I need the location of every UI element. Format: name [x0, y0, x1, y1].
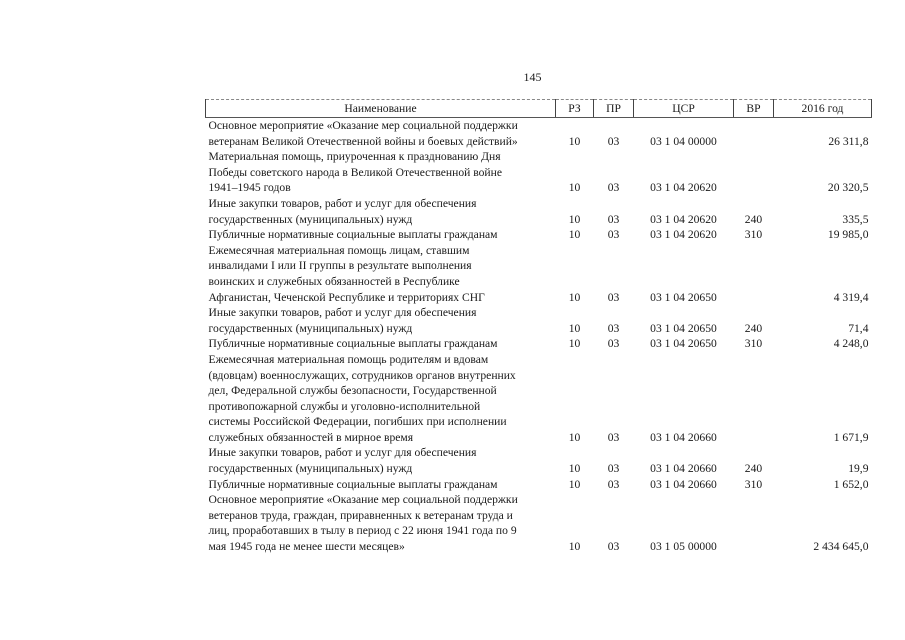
row-pr: 03 [607, 181, 620, 195]
row-pr: 03 [607, 430, 620, 444]
row-pr: 03 [607, 462, 620, 476]
row-vr [734, 149, 774, 196]
row-vr: 310 [744, 228, 763, 242]
row-amount: 1 671,9 [833, 430, 869, 444]
row-pr: 03 [607, 337, 620, 351]
row-csr: 03 1 04 20660 [650, 462, 717, 476]
row-name [206, 149, 556, 196]
row-name-line: системы Российской Федерации, погибших при исполнении [208, 415, 507, 429]
row-name-line: Иные закупки товаров, работ и услуг для обеспечения [208, 306, 477, 320]
row-amount: 26 311,8 [828, 134, 869, 148]
table-header [206, 100, 872, 118]
row-name [206, 352, 556, 446]
row-name-line: Материальная помощь, приуроченная к празднованию Дня [208, 150, 501, 164]
row-vr [734, 352, 774, 446]
row-name-line: государственных (муниципальных) нужд [208, 462, 413, 476]
row-pr: 03 [607, 540, 620, 554]
row-pr: 03 [607, 321, 620, 335]
row-amount: 335,5 [842, 212, 869, 226]
row-vr [734, 243, 774, 305]
header-csr: ЦСР [634, 100, 734, 118]
row-csr: 03 1 04 20650 [650, 321, 717, 335]
row-name [206, 336, 556, 352]
row-csr: 03 1 04 20660 [650, 477, 717, 491]
row-vr: 310 [744, 477, 763, 491]
row-rz: 10 [568, 540, 581, 554]
row-vr: 310 [744, 337, 763, 351]
row-amount: 71,4 [848, 321, 869, 335]
table-row [206, 243, 872, 305]
row-rz: 10 [568, 462, 581, 476]
row-vr [734, 492, 774, 554]
row-rz: 10 [568, 337, 581, 351]
row-csr: 03 1 04 00000 [650, 134, 717, 148]
row-csr: 03 1 04 20650 [650, 337, 717, 351]
row-name [206, 477, 556, 493]
row-name [206, 196, 556, 227]
page-number: 145 [523, 70, 542, 84]
row-amount: 2 434 645,0 [813, 540, 869, 554]
header-name: Наименование [206, 100, 556, 118]
row-name-line: Публичные нормативные социальные выплаты гражданам [208, 477, 498, 491]
row-rz: 10 [568, 477, 581, 491]
table-row [206, 352, 872, 446]
row-name-line: государственных (муниципальных) нужд [208, 321, 413, 335]
row-rz: 10 [568, 430, 581, 444]
header-rz: РЗ [556, 100, 594, 118]
table-row [206, 336, 872, 352]
row-csr: 03 1 04 20660 [650, 430, 717, 444]
table-row [206, 227, 872, 243]
row-csr: 03 1 04 20620 [650, 212, 717, 226]
row-name-line: (вдовцам) военнослужащих, сотрудников органов внутренних [208, 368, 516, 382]
row-vr: 240 [744, 212, 763, 226]
table-row [206, 445, 872, 476]
header-amount: 2016 год [774, 100, 872, 118]
row-name-line: служебных обязанностей в мирное время [208, 430, 414, 444]
row-name-line: мая 1945 года не менее шести месяцев» [208, 540, 405, 554]
table-row [206, 196, 872, 227]
row-name-line: Иные закупки товаров, работ и услуг для обеспечения [208, 446, 477, 460]
table-body [206, 118, 872, 555]
header-row [206, 100, 872, 118]
budget-table [205, 99, 872, 555]
row-name-line: Публичные нормативные социальные выплаты гражданам [208, 337, 498, 351]
row-amount: 20 320,5 [827, 181, 869, 195]
row-name [206, 118, 556, 150]
row-vr [734, 118, 774, 150]
row-name-line: инвалидами I или II группы в результате выполнения [208, 259, 472, 273]
row-csr: 03 1 04 20650 [650, 290, 717, 304]
row-pr: 03 [607, 212, 620, 226]
row-name-line: лиц, проработавших в тылу в период с 22 июня 1941 года по 9 [208, 524, 517, 538]
row-name-line: Иные закупки товаров, работ и услуг для обеспечения [208, 196, 477, 210]
row-pr: 03 [607, 228, 620, 242]
row-csr: 03 1 04 20620 [650, 228, 717, 242]
row-name-line: ветеранов труда, граждан, приравненных к ветеранам труда и [208, 508, 513, 522]
row-name-line: 1941–1945 годов [208, 181, 291, 195]
row-name-line: Основное мероприятие «Оказание мер социальной поддержки [208, 493, 518, 507]
row-amount: 4 319,4 [833, 290, 869, 304]
table-row [206, 118, 872, 150]
header-vr: ВР [734, 100, 774, 118]
table-row [206, 305, 872, 336]
row-amount: 19 985,0 [827, 228, 869, 242]
row-name-line: государственных (муниципальных) нужд [208, 212, 413, 226]
row-amount: 4 248,0 [833, 337, 869, 351]
row-name-line: Ежемесячная материальная помощь родителям и вдовам [208, 352, 489, 366]
table-row [206, 492, 872, 554]
row-amount: 19,9 [848, 462, 869, 476]
row-rz: 10 [568, 290, 581, 304]
row-name-line: Ежемесячная материальная помощь лицам, ставшим [208, 243, 470, 257]
row-name [206, 227, 556, 243]
row-pr: 03 [607, 290, 620, 304]
row-rz: 10 [568, 181, 581, 195]
row-vr: 240 [744, 321, 763, 335]
row-vr: 240 [744, 462, 763, 476]
row-rz: 10 [568, 228, 581, 242]
row-name-line: противопожарной службы и уголовно-исполнительной [208, 399, 481, 413]
row-rz: 10 [568, 134, 581, 148]
row-name [206, 445, 556, 476]
row-name-line: воинских и служебных обязанностей в Республике [208, 274, 460, 288]
row-pr: 03 [607, 134, 620, 148]
row-name [206, 492, 556, 554]
header-pr: ПР [594, 100, 634, 118]
row-csr: 03 1 04 20620 [650, 181, 717, 195]
row-name-line: Победы советского народа в Великой Отечественной войне [208, 165, 502, 179]
row-csr: 03 1 05 00000 [650, 540, 717, 554]
row-rz: 10 [568, 212, 581, 226]
row-amount: 1 652,0 [833, 477, 869, 491]
table-row [206, 149, 872, 196]
row-rz: 10 [568, 321, 581, 335]
table-row [206, 477, 872, 493]
row-name [206, 243, 556, 305]
row-name-line: ветеранам Великой Отечественной войны и боевых действий» [208, 134, 518, 148]
row-pr: 03 [607, 477, 620, 491]
row-name-line: Основное мероприятие «Оказание мер социальной поддержки [208, 119, 518, 132]
row-name-line: Афганистан, Чеченской Республике и территориях СНГ [208, 290, 485, 304]
row-name [206, 305, 556, 336]
row-name-line: Публичные нормативные социальные выплаты гражданам [208, 228, 498, 242]
row-name-line: дел, Федеральной службы безопасности, Государственной [208, 384, 497, 398]
